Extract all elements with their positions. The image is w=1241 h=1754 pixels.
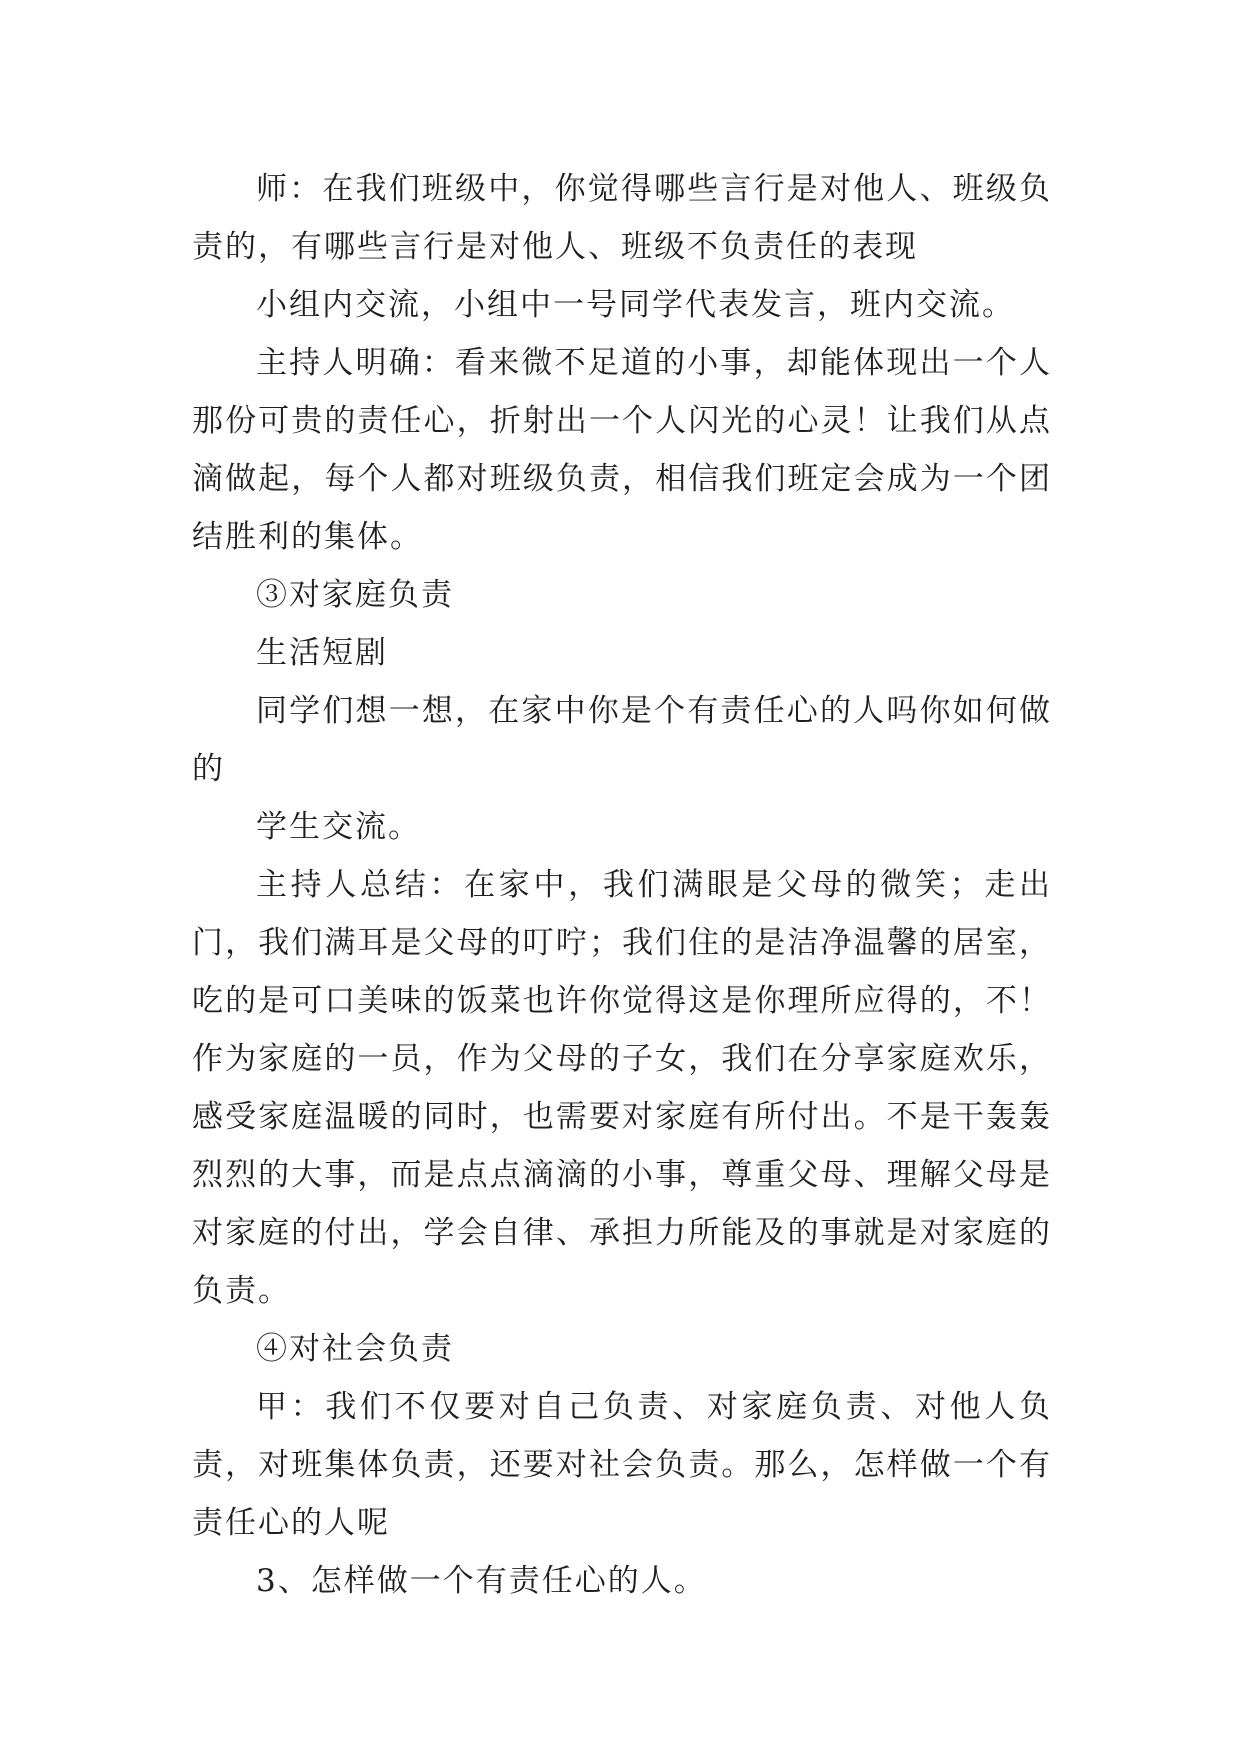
document-body <box>192 160 1052 1610</box>
paragraph-host-clarify: 主持人明确：看来微不足道的小事，却能体现出一个人那份可贵的责任心，折射出一个人闪光的心灵！让我们从点滴做起，每个人都对班级负责，相信我们班定会成为一个团结胜利的集体。 <box>192 345 1052 555</box>
paragraph-host-summary: 主持人总结：在家中，我们满眼是父母的微笑；走出门，我们满耳是父母的叮咛；我们住的是洁净温馨的居室，吃的是可口美味的饭菜也许你觉得这是你理所应得的，不！作为家庭的一员，作为父母的子女，我们在分享家庭欢乐，感受家庭温暖的同时，也需要对家庭有所付出。不是干轰轰烈烈的大事，而是点点滴滴的小事，尊重父母、理解父母是对家庭的付出，学会自律、承担力所能及的事就是对家庭的负责。 <box>192 867 1052 1309</box>
paragraph-student-exchange: 学生交流。 <box>256 809 421 845</box>
heading-family-responsibility: ③对家庭负责 <box>256 577 454 613</box>
paragraph-students-think: 同学们想一想，在家中你是个有责任心的人吗你如何做的 <box>192 693 1052 787</box>
paragraph-life-skit: 生活短剧 <box>256 635 388 671</box>
paragraph-how-to-be-responsible: 3、怎样做一个有责任心的人。 <box>256 1563 707 1599</box>
paragraph-group-exchange: 小组内交流，小组中一号同学代表发言，班内交流。 <box>256 287 1015 323</box>
paragraph-teacher-question: 师：在我们班级中，你觉得哪些言行是对他人、班级负责的，有哪些言行是对他人、班级不负责任的表现 <box>192 171 1052 265</box>
paragraph-jia-speech: 甲：我们不仅要对自己负责、对家庭负责、对他人负责，对班集体负责，还要对社会负责。那么，怎样做一个有责任心的人呢 <box>192 1389 1052 1541</box>
heading-society-responsibility: ④对社会负责 <box>256 1331 454 1367</box>
